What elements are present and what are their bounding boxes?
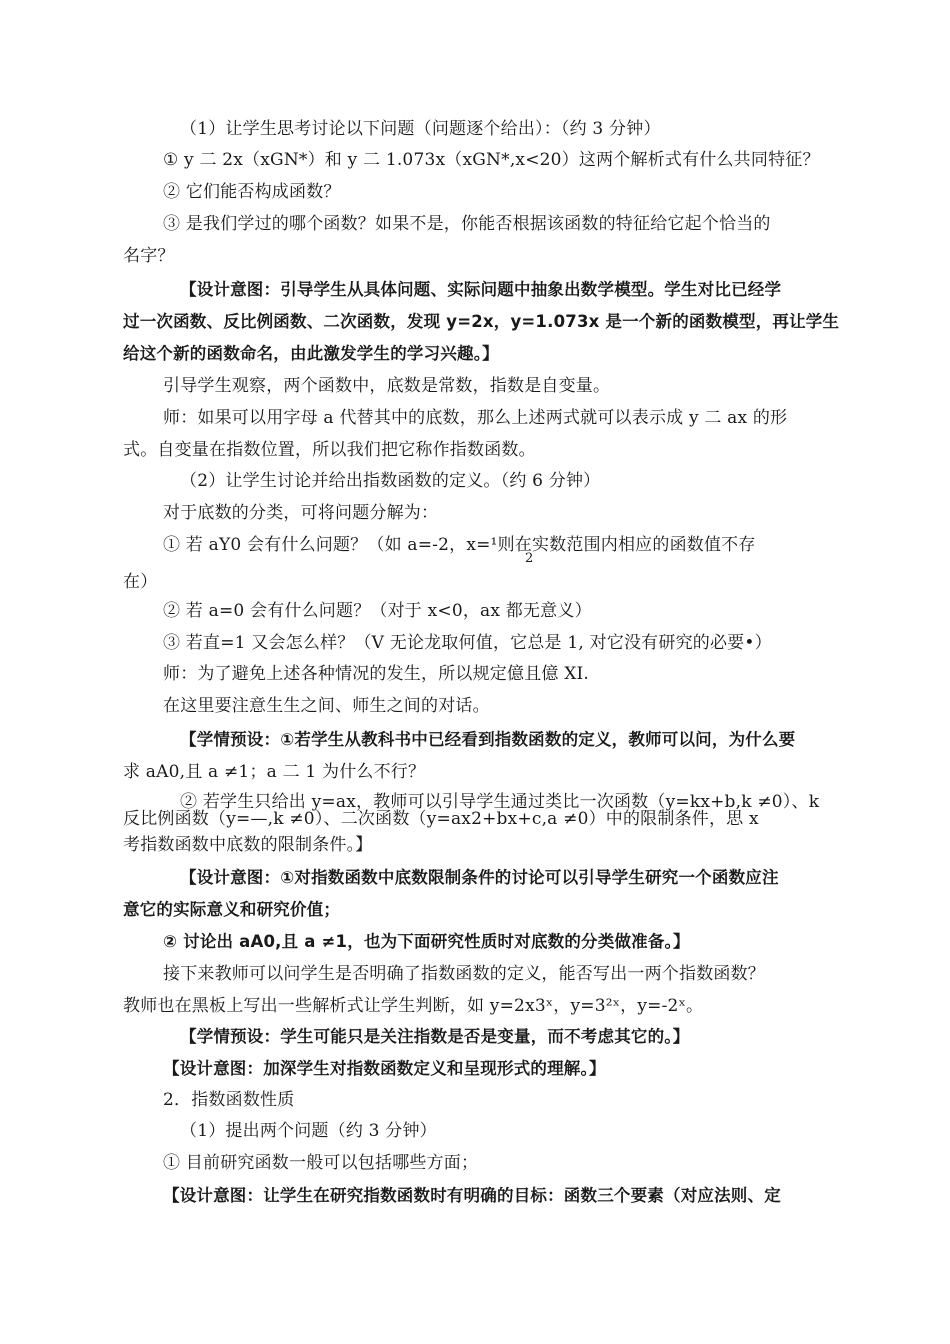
text-line: ③ 是我们学过的哪个函数？如果不是，你能否根据该函数的特征给它起个恰当的 — [163, 214, 771, 234]
text-line: （2）让学生讨论并给出指数函数的定义。（约 6 分钟） — [180, 471, 601, 491]
text-line: ② 若 a=0 会有什么问题？（对于 x<0，ax 都无意义） — [163, 601, 592, 621]
text-line: 2．指数函数性质 — [163, 1090, 295, 1110]
text-line: 求 aA0,且 a ≠1；a 二 1 为什么不行？ — [123, 762, 426, 782]
text-line: 教师也在黑板上写出一些解析式让学生判断，如 y=2x3ˣ，y=3²ˣ，y=-2ˣ。 — [123, 996, 704, 1016]
text-line: 引导学生观察，两个函数中，底数是常数，指数是自变量。 — [163, 376, 611, 396]
text-line: 师：为了避免上述各种情况的发生，所以规定億且億 XI. — [163, 664, 590, 684]
text-line: ② 它们能否构成函数？ — [163, 182, 341, 202]
text-line: 对于底数的分类，可将问题分解为： — [163, 503, 439, 523]
text-line: ③ 若直=1 又会怎么样？（V 无论龙取何值，它总是 1, 对它没有研究的必要•） — [163, 633, 772, 653]
text-line: 师：如果可以用字母 a 代替其中的底数，那么上述两式就可以表示成 y 二 ax 的形 — [163, 408, 788, 428]
text-line: ① y 二 2x（xGN*）和 y 二 1.073x（xGN*,x<20）这两个解析式有什么共同特征？ — [163, 150, 820, 170]
text-line: 【学情预设：①若学生从教科书中已经看到指数函数的定义，教师可以问，为什么要 — [180, 730, 796, 749]
text-line: 【设计意图：让学生在研究指数函数时有明确的目标：函数三个要素（对应法则、定 — [163, 1186, 781, 1205]
text-line: ② 讨论出 aA0,且 a ≠1，也为下面研究性质时对底数的分类做准备。】 — [163, 932, 690, 951]
text-line: 【设计意图：①对指数函数中底数限制条件的讨论可以引导学生研究一个函数应注 — [180, 868, 779, 887]
text-line: 考指数函数中底数的限制条件。】 — [123, 835, 373, 855]
text-line: 【设计意图：引导学生从具体问题、实际问题中抽象出数学模型。学生对比已经学 — [180, 280, 782, 299]
text-line: （1）提出两个问题（约 3 分钟） — [180, 1121, 437, 1141]
text-line: 式。自变量在指数位置，所以我们把它称作指数函数。 — [123, 440, 536, 460]
text-line: 意它的实际意义和研究价值； — [123, 900, 341, 919]
text-line: 接下来教师可以问学生是否明确了指数函数的定义，能否写出一两个指数函数？ — [163, 964, 765, 984]
text-line: 【学情预设：学生可能只是关注指数是否是变量，而不考虑其它的。】 — [180, 1027, 690, 1046]
text-line: 【设计意图：加深学生对指数函数定义和呈现形式的理解。】 — [163, 1059, 606, 1078]
fraction-denominator: 2 — [525, 551, 534, 566]
text-line: ① 若 aY0 会有什么问题？（如 a=-2，x=¹则在实数范围内相应的函数值不存 — [163, 535, 756, 555]
text-line: 在这里要注意生生之间、师生之间的对话。 — [163, 696, 490, 716]
text-line: 过一次函数、反比例函数、二次函数，发现 y=2x，y=1.073x 是一个新的函数模型，再让学生 — [123, 312, 840, 331]
text-line: 在） — [123, 572, 158, 592]
text-line: 反比例函数（y=—,k ≠0）、二次函数（y=ax2+bx+c,a ≠0）中的限制条件，思 x — [123, 809, 759, 829]
text-line: 名字？ — [123, 246, 175, 266]
text-line: ② 若学生只给出 y=ax，教师可以引导学生通过类比一次函数（y=kx+b,k ≠0）、k — [180, 792, 820, 812]
text-line: ① 目前研究函数一般可以包括哪些方面； — [163, 1153, 479, 1173]
text-line: （1）让学生思考讨论以下问题（问题逐个给出）：（约 3 分钟） — [180, 119, 661, 139]
text-line: 给这个新的函数命名，由此激发学生的学习兴趣。】 — [123, 344, 499, 363]
